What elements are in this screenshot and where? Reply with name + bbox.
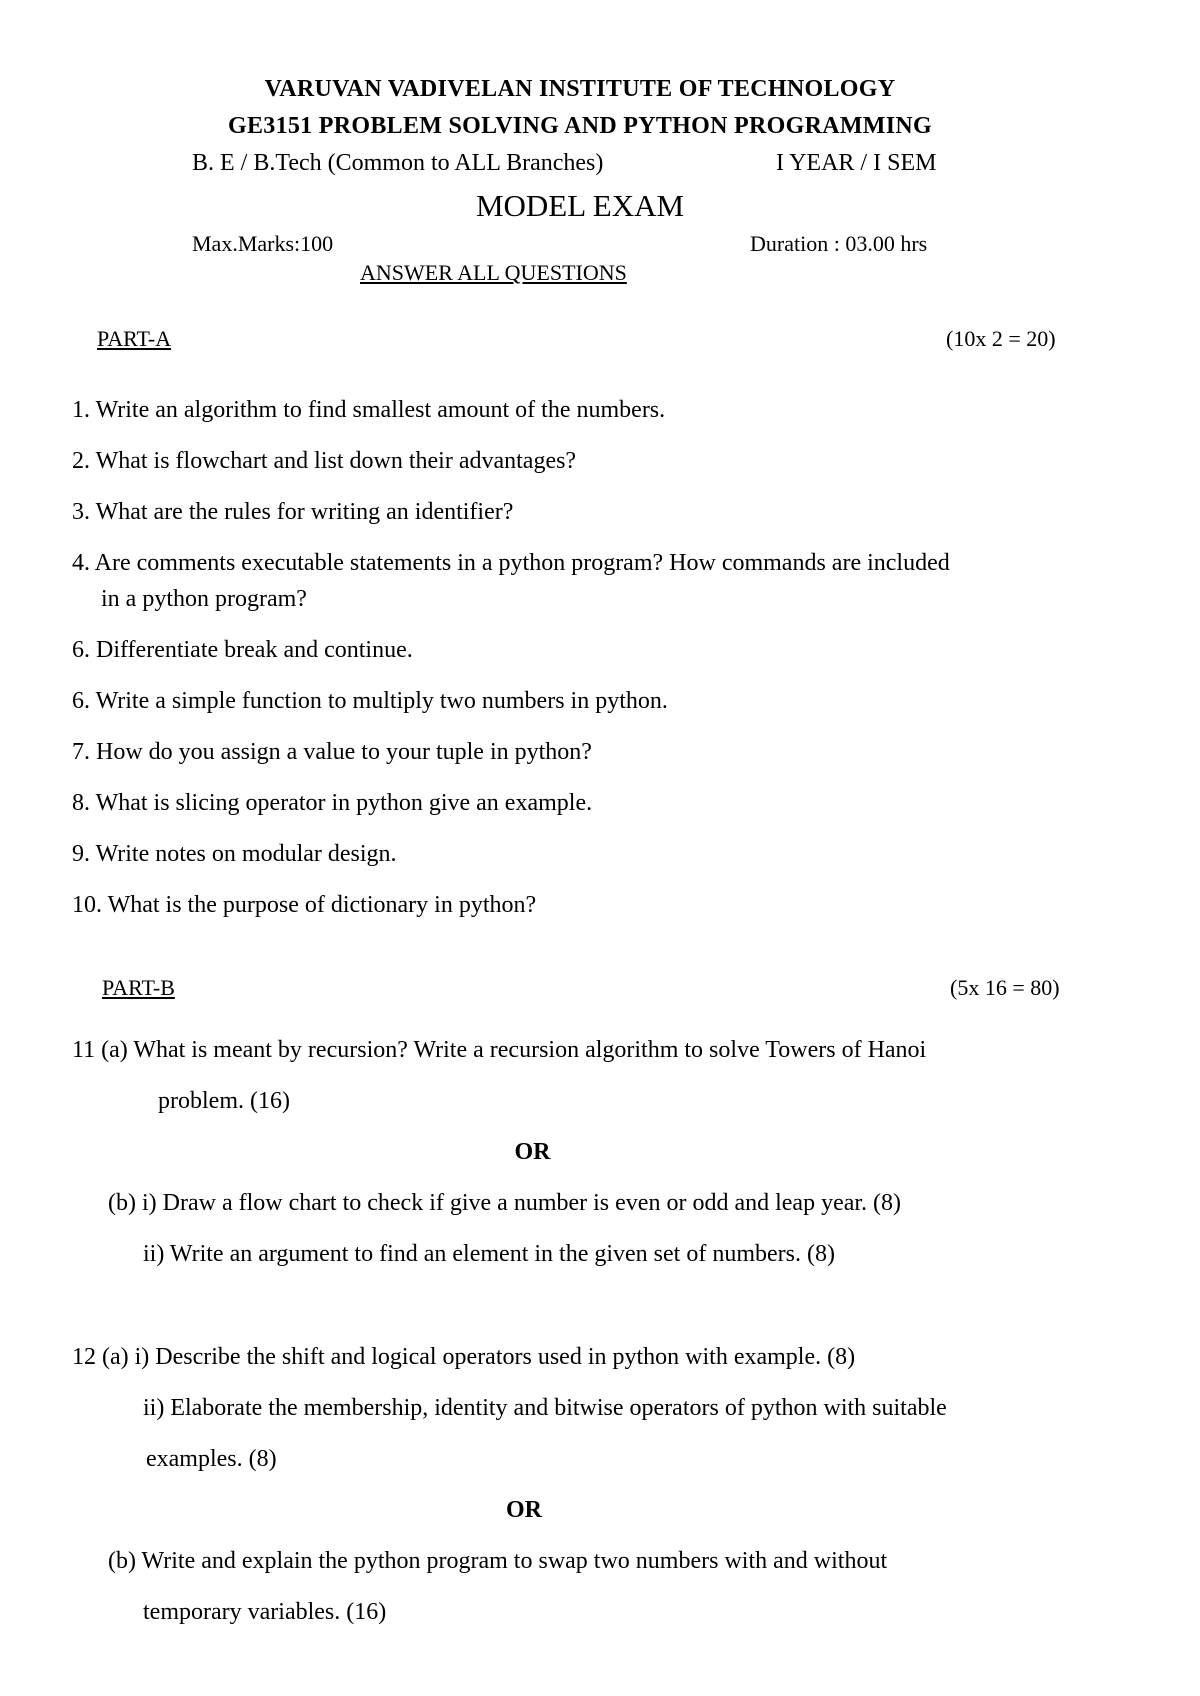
- question-12b-cont: temporary variables. (16): [143, 1599, 387, 1625]
- question-4-cont: in a python program?: [101, 586, 307, 612]
- question-10: 10. What is the purpose of dictionary in python?: [72, 892, 537, 918]
- course-title: GE3151 PROBLEM SOLVING AND PYTHON PROGRAMMING: [228, 113, 932, 139]
- part-b-marks: (5x 16 = 80): [950, 975, 1060, 1000]
- question-11a-cont: problem. (16): [158, 1088, 290, 1114]
- question-12b: (b) Write and explain the python program to swap two numbers with and without: [108, 1548, 888, 1574]
- part-a-label: PART-A: [97, 326, 172, 351]
- question-7: 7. How do you assign a value to your tuple in python?: [72, 739, 592, 765]
- question-12a-i: 12 (a) i) Describe the shift and logical operators used in python with example. (8): [72, 1344, 856, 1370]
- year-semester: I YEAR / I SEM: [776, 150, 937, 176]
- question-8: 8. What is slicing operator in python give an example.: [72, 790, 593, 816]
- part-a-marks: (10x 2 = 20): [946, 326, 1056, 351]
- duration: Duration : 03.00 hrs: [750, 231, 928, 256]
- question-11b-i: (b) i) Draw a flow chart to check if give a number is even or odd and leap year. (8): [108, 1190, 902, 1216]
- question-12a-ii: ii) Elaborate the membership, identity and bitwise operators of python with suitable: [143, 1395, 947, 1421]
- instruction: ANSWER ALL QUESTIONS: [360, 260, 627, 285]
- institute-name: VARUVAN VADIVELAN INSTITUTE OF TECHNOLOGY: [264, 76, 896, 102]
- degree-line: B. E / B.Tech (Common to ALL Branches): [192, 150, 604, 176]
- question-6: 6. Write a simple function to multiply two numbers in python.: [72, 688, 668, 714]
- part-b-label: PART-B: [102, 975, 175, 1000]
- or-separator-1: OR: [514, 1139, 551, 1165]
- question-5: 6. Differentiate break and continue.: [72, 637, 413, 663]
- question-9: 9. Write notes on modular design.: [72, 841, 397, 867]
- question-1: 1. Write an algorithm to find smallest amount of the numbers.: [72, 397, 666, 423]
- or-separator-2: OR: [506, 1497, 542, 1523]
- question-12a-ii-cont: examples. (8): [146, 1446, 277, 1472]
- question-4: 4. Are comments executable statements in a python program? How commands are included: [72, 550, 950, 576]
- question-2: 2. What is flowchart and list down their advantages?: [72, 448, 577, 474]
- exam-title: MODEL EXAM: [475, 188, 685, 223]
- question-3: 3. What are the rules for writing an identifier?: [72, 499, 514, 525]
- max-marks: Max.Marks:100: [192, 231, 334, 256]
- question-11b-ii: ii) Write an argument to find an element in the given set of numbers. (8): [143, 1241, 835, 1267]
- question-11a: 11 (a) What is meant by recursion? Write a recursion algorithm to solve Towers of Hanoi: [72, 1037, 927, 1063]
